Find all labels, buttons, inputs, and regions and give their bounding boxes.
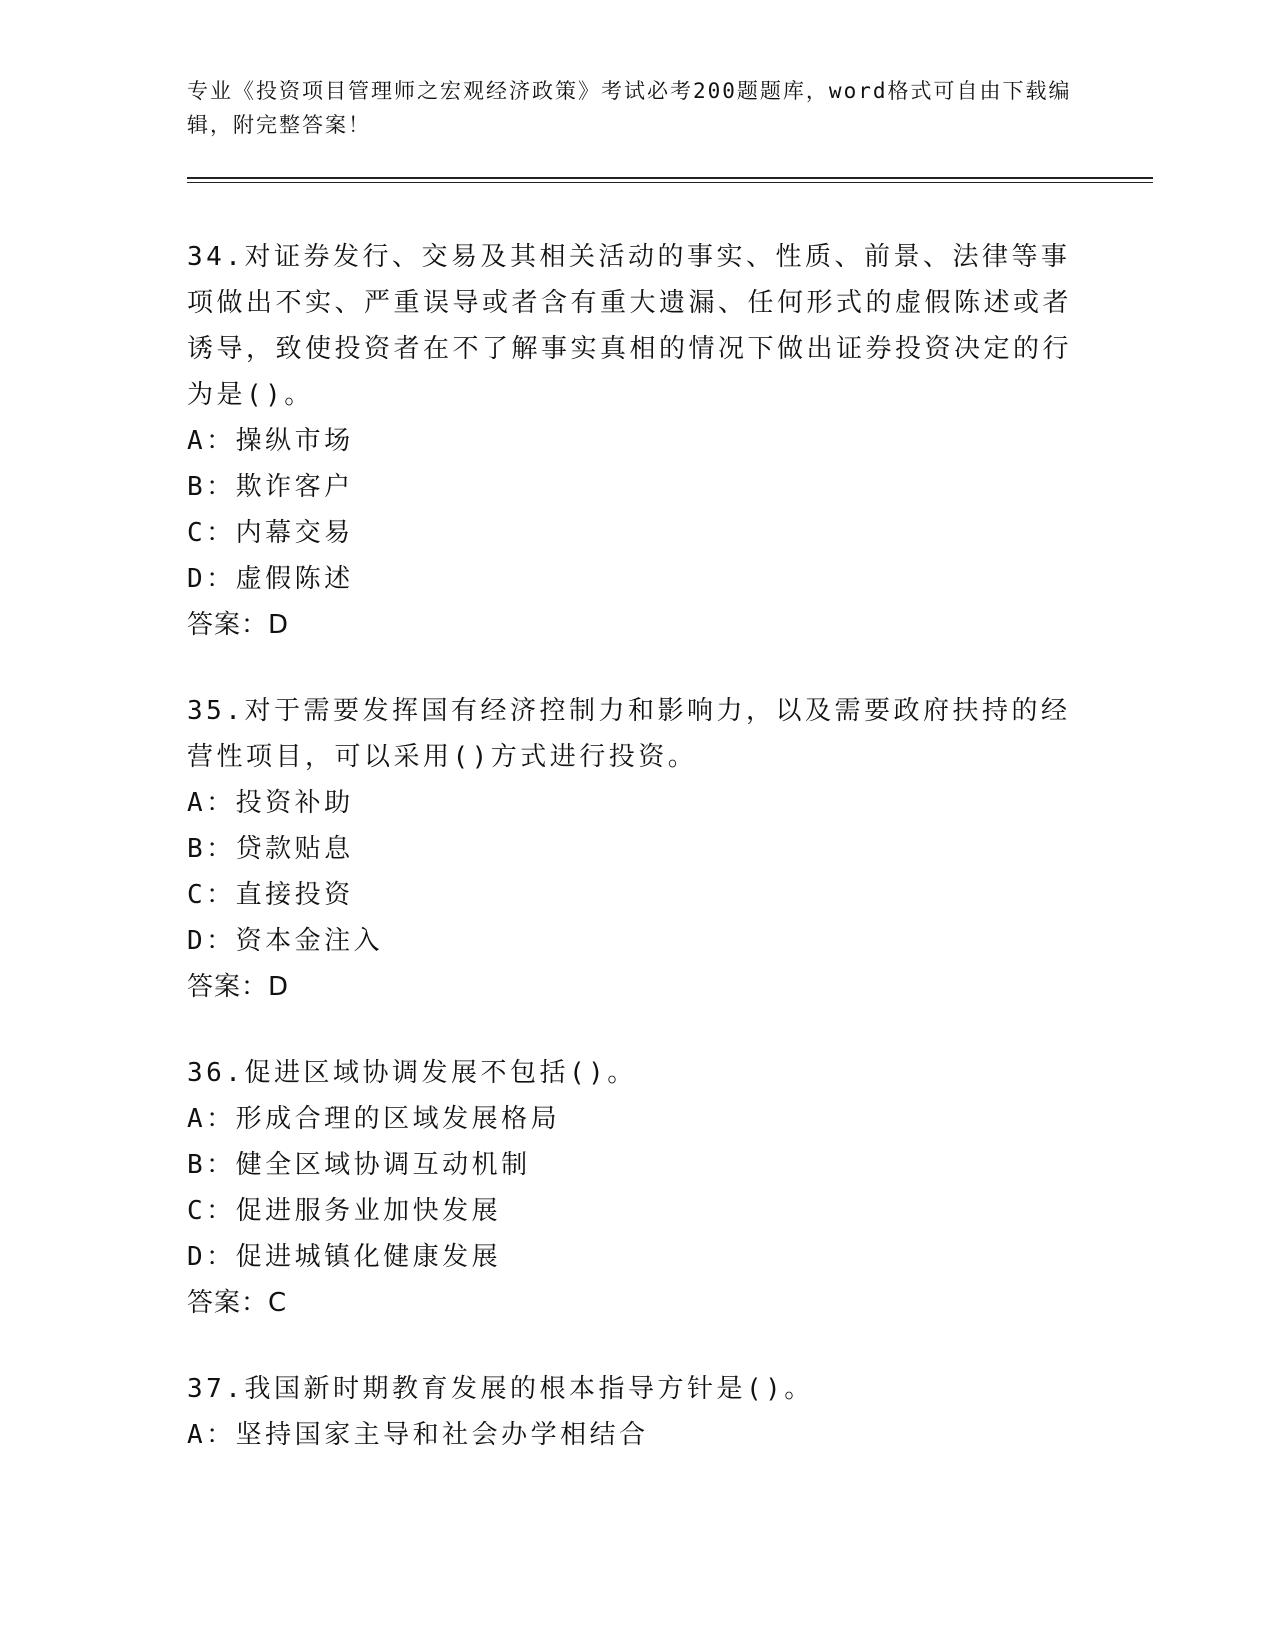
question-35	[187, 688, 1087, 1010]
option-a: A：操纵市场	[187, 426, 354, 456]
option-d: D：促进城镇化健康发展	[187, 1242, 502, 1272]
option-a: A：坚持国家主导和社会办学相结合	[187, 1420, 649, 1450]
option-b: B：欺诈客户	[187, 472, 354, 502]
page-header	[187, 74, 1087, 142]
document-title: 专业《投资项目管理师之宏观经济政策》考试必考200题题库，word格式可自由下载编辑，附完整答案！	[187, 79, 1072, 137]
question-34	[187, 234, 1087, 648]
option-b: B：贷款贴息	[187, 834, 354, 864]
option-c: C：促进服务业加快发展	[187, 1196, 502, 1226]
option-a: A：投资补助	[187, 788, 354, 818]
option-d: D：虚假陈述	[187, 564, 354, 594]
option-d: D：资本金注入	[187, 926, 384, 956]
header-divider	[187, 177, 1153, 183]
answer: 答案：D	[187, 972, 290, 1002]
answer: 答案：C	[187, 1288, 288, 1318]
option-c: C：内幕交易	[187, 518, 354, 548]
question-text: 37.我国新时期教育发展的根本指导方针是()。	[187, 1374, 814, 1404]
answer: 答案：D	[187, 610, 290, 640]
option-c: C：直接投资	[187, 880, 354, 910]
question-36	[187, 1050, 1087, 1326]
question-text: 34.对证券发行、交易及其相关活动的事实、性质、前景、法律等事项做出不实、严重误导或者含有重大遗漏、任何形式的虚假陈述或者诱导，致使投资者在不了解事实真相的情况下做出证券投资决定的行为是()。	[187, 242, 1073, 410]
question-text: 35.对于需要发挥国有经济控制力和影响力，以及需要政府扶持的经营性项目，可以采用()方式进行投资。	[187, 696, 1071, 772]
option-a: A：形成合理的区域发展格局	[187, 1104, 561, 1134]
option-b: B：健全区域协调互动机制	[187, 1150, 531, 1180]
question-37	[187, 1366, 1087, 1458]
question-list	[187, 234, 1087, 1498]
question-text: 36.促进区域协调发展不包括()。	[187, 1058, 637, 1088]
